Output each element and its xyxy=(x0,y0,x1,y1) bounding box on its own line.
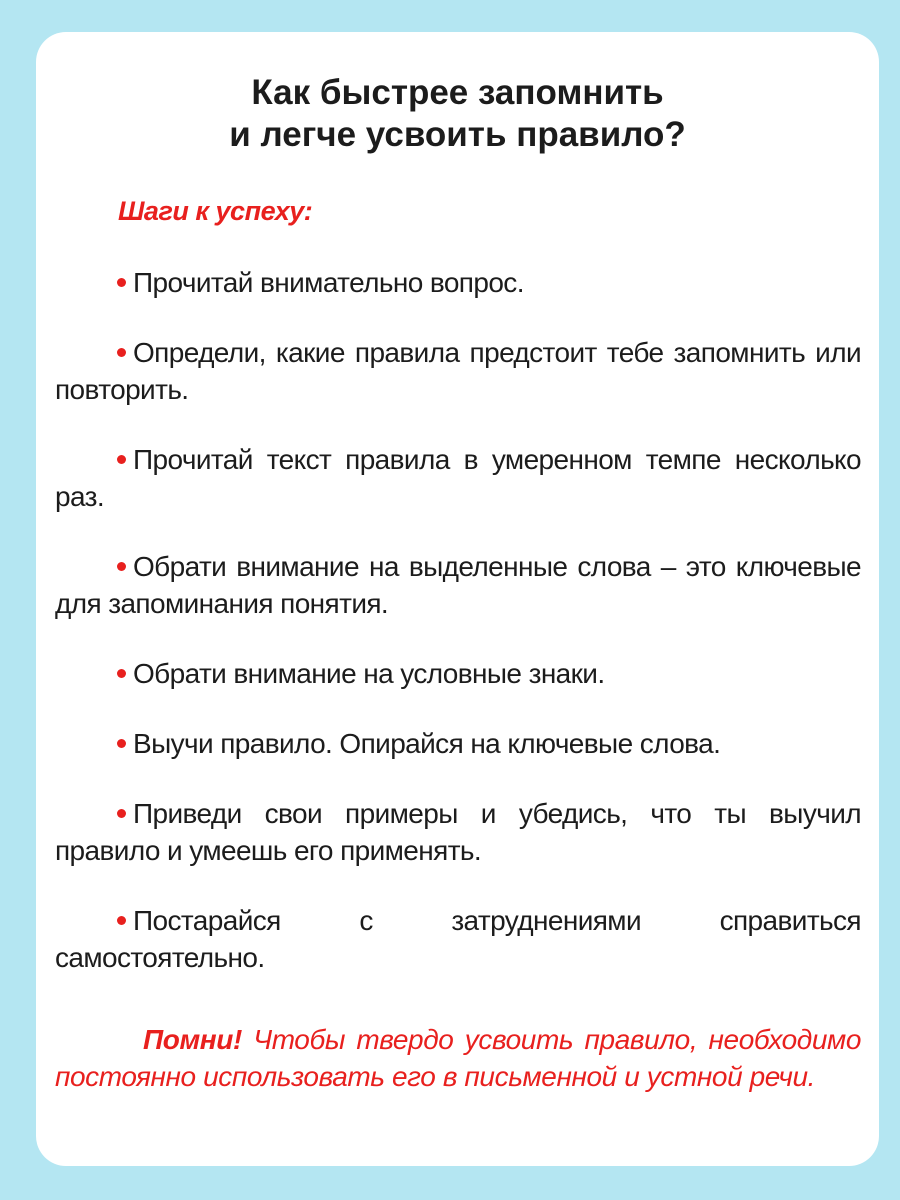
content-card xyxy=(36,32,879,1166)
bullet-icon xyxy=(117,916,126,925)
bullet-icon xyxy=(117,278,126,287)
step-text: Постарайся с затруднениями справиться самостоятельно. xyxy=(55,905,861,973)
step-item xyxy=(55,902,861,976)
step-item xyxy=(55,334,861,408)
step-text: Прочитай текст правила в умеренном темпе несколько раз. xyxy=(55,444,861,512)
step-item xyxy=(55,441,861,515)
steps-list xyxy=(55,264,861,1009)
step-text: Выучи правило. Опирайся на ключевые слова. xyxy=(133,728,721,759)
bullet-icon xyxy=(117,348,126,357)
step-item xyxy=(55,725,861,762)
bullet-icon xyxy=(117,739,126,748)
step-text: Обрати внимание на условные знаки. xyxy=(133,658,605,689)
steps-heading: Шаги к успеху: xyxy=(118,196,313,226)
bullet-icon xyxy=(117,809,126,818)
title-line-2: и легче усвоить правило? xyxy=(229,115,686,154)
memo-text: Чтобы твердо усвоить правило, необходимо постоянно использовать его в письменной и устной речи. xyxy=(55,1024,861,1092)
step-text: Прочитай внимательно вопрос. xyxy=(133,267,524,298)
step-item xyxy=(55,655,861,692)
bullet-icon xyxy=(117,562,126,571)
bullet-icon xyxy=(117,669,126,678)
step-text: Обрати внимание на выделенные слова – это ключевые для запоминания понятия. xyxy=(55,551,861,619)
memo-lead: Помни! xyxy=(143,1024,242,1055)
step-text: Приведи свои примеры и убедись, что ты выучил правило и умеешь его применять. xyxy=(55,798,861,866)
step-text: Определи, какие правила предстоит тебе запомнить или повторить. xyxy=(55,337,861,405)
step-item xyxy=(55,795,861,869)
memo-note xyxy=(55,1021,861,1095)
page-title xyxy=(36,72,879,156)
step-item xyxy=(55,548,861,622)
step-item xyxy=(55,264,861,301)
title-line-1: Как быстрее запомнить xyxy=(251,73,664,112)
bullet-icon xyxy=(117,455,126,464)
